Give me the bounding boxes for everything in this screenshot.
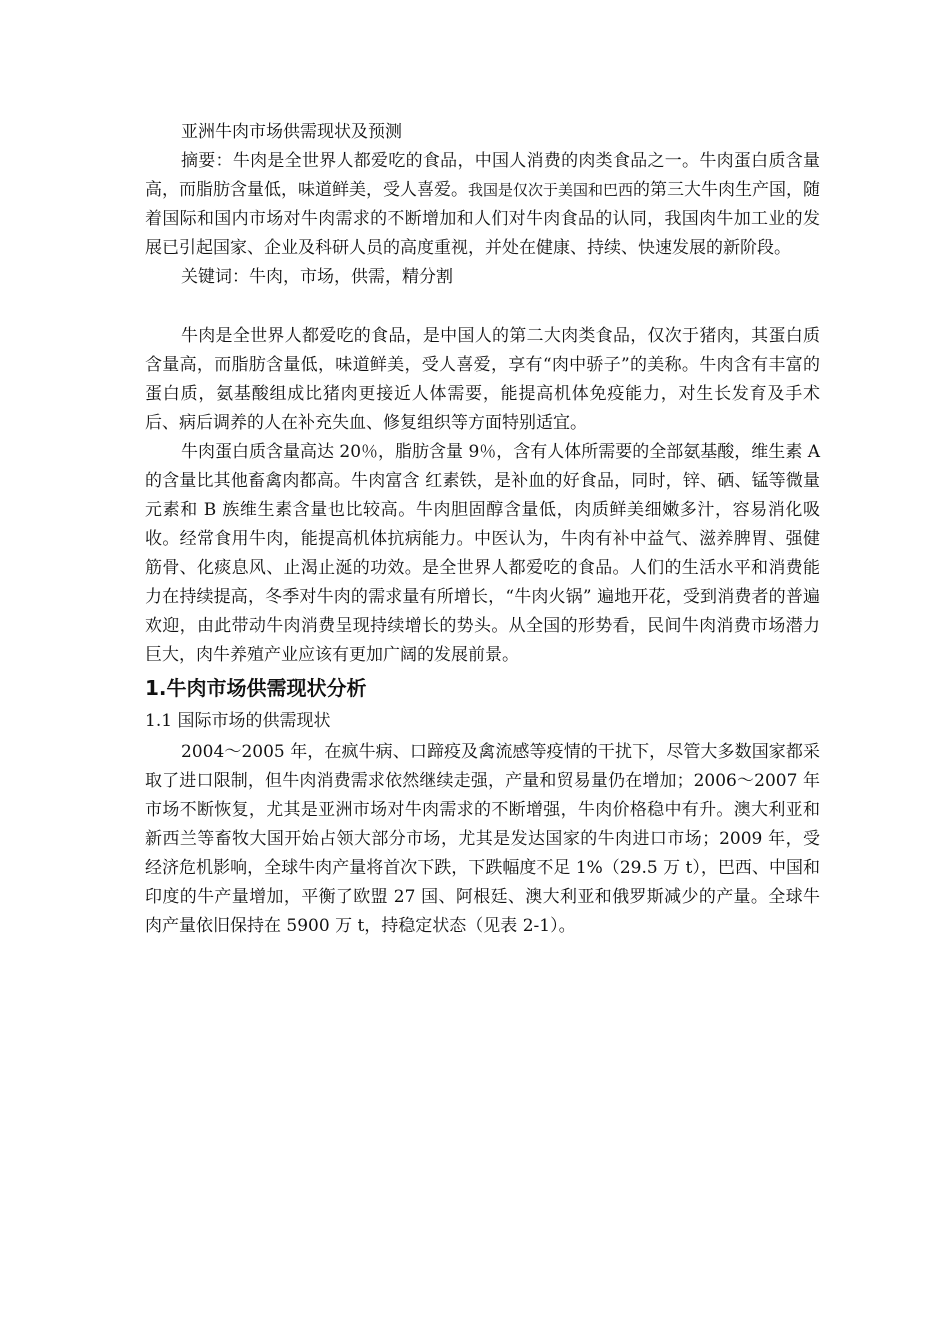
document-title: 亚洲牛肉市场供需现状及预测 — [181, 122, 402, 142]
document-body — [145, 118, 820, 941]
subsection-heading-1-1: 1.1 国际市场的供需现状 — [145, 711, 331, 731]
abstract-text-cont: 的第三大牛肉生产国，随着国际和国内市场对牛肉需求的不断增加和人们对牛肉食品的认同，我国肉牛加工业的发展已引起国家、企业及科研人员的高度重视，并处在健康、持续、快速发展的新阶段。 — [145, 180, 821, 258]
body-paragraph-2: 牛肉蛋白质含量高达 20％，脂肪含量 9％，含有人体所需要的全部氨基酸，维生素 A 的含量比其他畜禽肉都高。牛肉富含 红素铁，是补血的好食品，同时，锌、硒、锰等微量元素和 B 族维生素含量也比较高。牛肉胆固醇含量低，肉质鲜美细嫩多汁，容易消化吸收。经常食用牛肉，能提高机体抗病能力。中医认为，牛肉有补中益气、滋养脾胃、强健筋骨、化痰息风、止渴止涎的功效。是全世界人都爱吃的食品。人们的生活水平和消费能力在持续提高，冬季对牛肉的需求量有所增长，“牛肉火锅” 遍地开花，受到消费者的普遍欢迎，由此带动牛肉消费呈现持续增长的势头。从全国的形势看，民间牛肉消费市场潜力巨大，肉牛养殖产业应该有更加广阔的发展前景。 — [145, 442, 820, 665]
body-paragraph-3: 2004～2005 年，在疯牛病、口蹄疫及禽流感等疫情的干扰下，尽管大多数国家都采取了进口限制，但牛肉消费需求依然继续走强，产量和贸易量仍在增加；2006～2007 年市场不断恢复，尤其是亚洲市场对牛肉需求的不断增强，牛肉价格稳中有升。澳大利亚和新西兰等畜牧大国开始占领大部分市场，尤其是发达国家的牛肉进口市场；2009 年，受经济危机影响，全球牛肉产量将首次下跌，下跌幅度不足 1%（29.5 万 t），巴西、中国和印度的牛产量增加，平衡了欧盟 27 国、阿根廷、澳大利亚和俄罗斯减少的产量。全球牛肉产量依旧保持在 5900 万 t，持稳定状态（见表 2-1）。 — [145, 742, 820, 936]
abstract-text-small: 我国是仅次于美国和巴西 — [468, 181, 634, 199]
abstract-paragraph — [145, 147, 820, 263]
keywords-line: 关键词：牛肉，市场，供需，精分割 — [181, 267, 453, 287]
spacer — [145, 292, 820, 322]
section-heading-1: 1.牛肉市场供需现状分析 — [145, 676, 367, 700]
body-paragraph-1: 牛肉是全世界人都爱吃的食品，是中国人的第二大肉类食品，仅次于猪肉，其蛋白质含量高，而脂肪含量低，味道鲜美，受人喜爱，享有“肉中骄子”的美称。牛肉含有丰富的蛋白质，氨基酸组成比猪肉更接近人体需要，能提高机体免疫能力，对生长发育及手术后、病后调养的人在补充失血、修复组织等方面特别适宜。 — [145, 326, 820, 433]
abstract-text: 摘要：牛肉是全世界人都爱吃的食品，中国人消费的肉类食品之一。牛肉蛋白质含量高，而脂肪含量低，味道鲜美，受人喜爱。 — [145, 151, 820, 200]
